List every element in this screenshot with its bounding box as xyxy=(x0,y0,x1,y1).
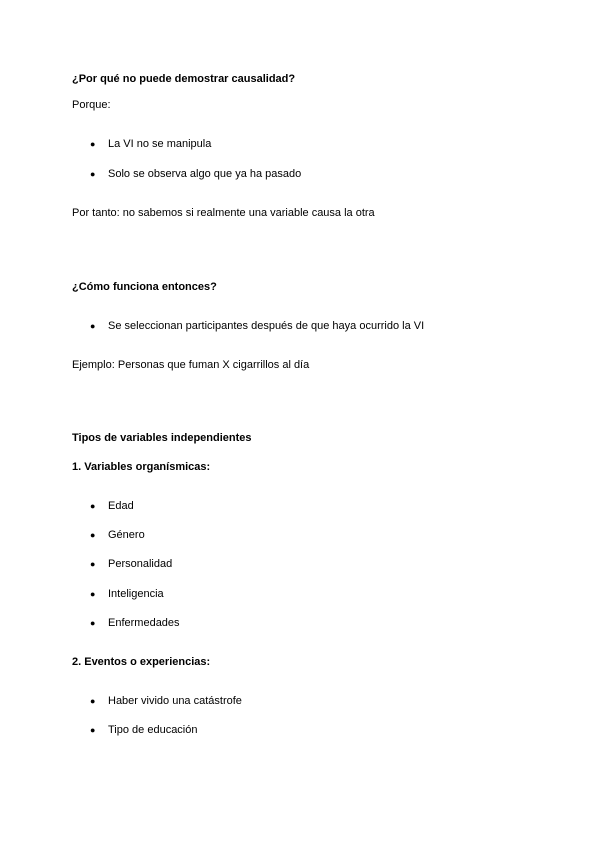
list-item xyxy=(90,528,145,542)
bullet-icon: ● xyxy=(90,169,96,179)
list-item xyxy=(90,557,172,571)
paragraph-porque: Porque: xyxy=(72,99,111,111)
list-item-text: Inteligencia xyxy=(108,588,164,600)
list-item-text: Solo se observa algo que ya ha pasado xyxy=(108,168,302,180)
list-item-text: La VI no se manipula xyxy=(108,138,212,150)
list-item-text: Se seleccionan participantes después de que haya ocurrido la VI xyxy=(108,320,425,332)
subheading-organismic: 1. Variables organísmicas: xyxy=(72,461,211,473)
list-item-text: Haber vivido una catástrofe xyxy=(108,695,242,707)
bullet-icon: ● xyxy=(90,725,96,735)
bullet-icon: ● xyxy=(90,589,96,599)
list-item xyxy=(90,616,180,630)
list-item xyxy=(90,319,424,333)
list-item xyxy=(90,167,301,181)
bullet-icon: ● xyxy=(90,618,96,628)
list-item-text: Personalidad xyxy=(108,558,173,570)
list-item xyxy=(90,723,198,737)
bullet-icon: ● xyxy=(90,501,96,511)
section-heading-causality: ¿Por qué no puede demostrar causalidad? xyxy=(72,73,296,85)
list-item-text: Género xyxy=(108,529,145,541)
list-item-text: Enfermedades xyxy=(108,617,180,629)
section-heading-iv-types: Tipos de variables independientes xyxy=(72,432,252,444)
list-item-text: Tipo de educación xyxy=(108,724,198,736)
bullet-icon: ● xyxy=(90,559,96,569)
paragraph-conclusion: Por tanto: no sabemos si realmente una variable causa la otra xyxy=(72,207,375,219)
subheading-events: 2. Eventos o experiencias: xyxy=(72,656,211,668)
list-item xyxy=(90,137,211,151)
bullet-icon: ● xyxy=(90,530,96,540)
bullet-icon: ● xyxy=(90,696,96,706)
list-item xyxy=(90,499,134,513)
list-item xyxy=(90,694,242,708)
paragraph-example: Ejemplo: Personas que fuman X cigarrillos al día xyxy=(72,359,310,371)
bullet-icon: ● xyxy=(90,139,96,149)
list-item xyxy=(90,587,164,601)
list-item-text: Edad xyxy=(108,500,134,512)
section-heading-how-it-works: ¿Cómo funciona entonces? xyxy=(72,281,217,293)
bullet-icon: ● xyxy=(90,321,96,331)
